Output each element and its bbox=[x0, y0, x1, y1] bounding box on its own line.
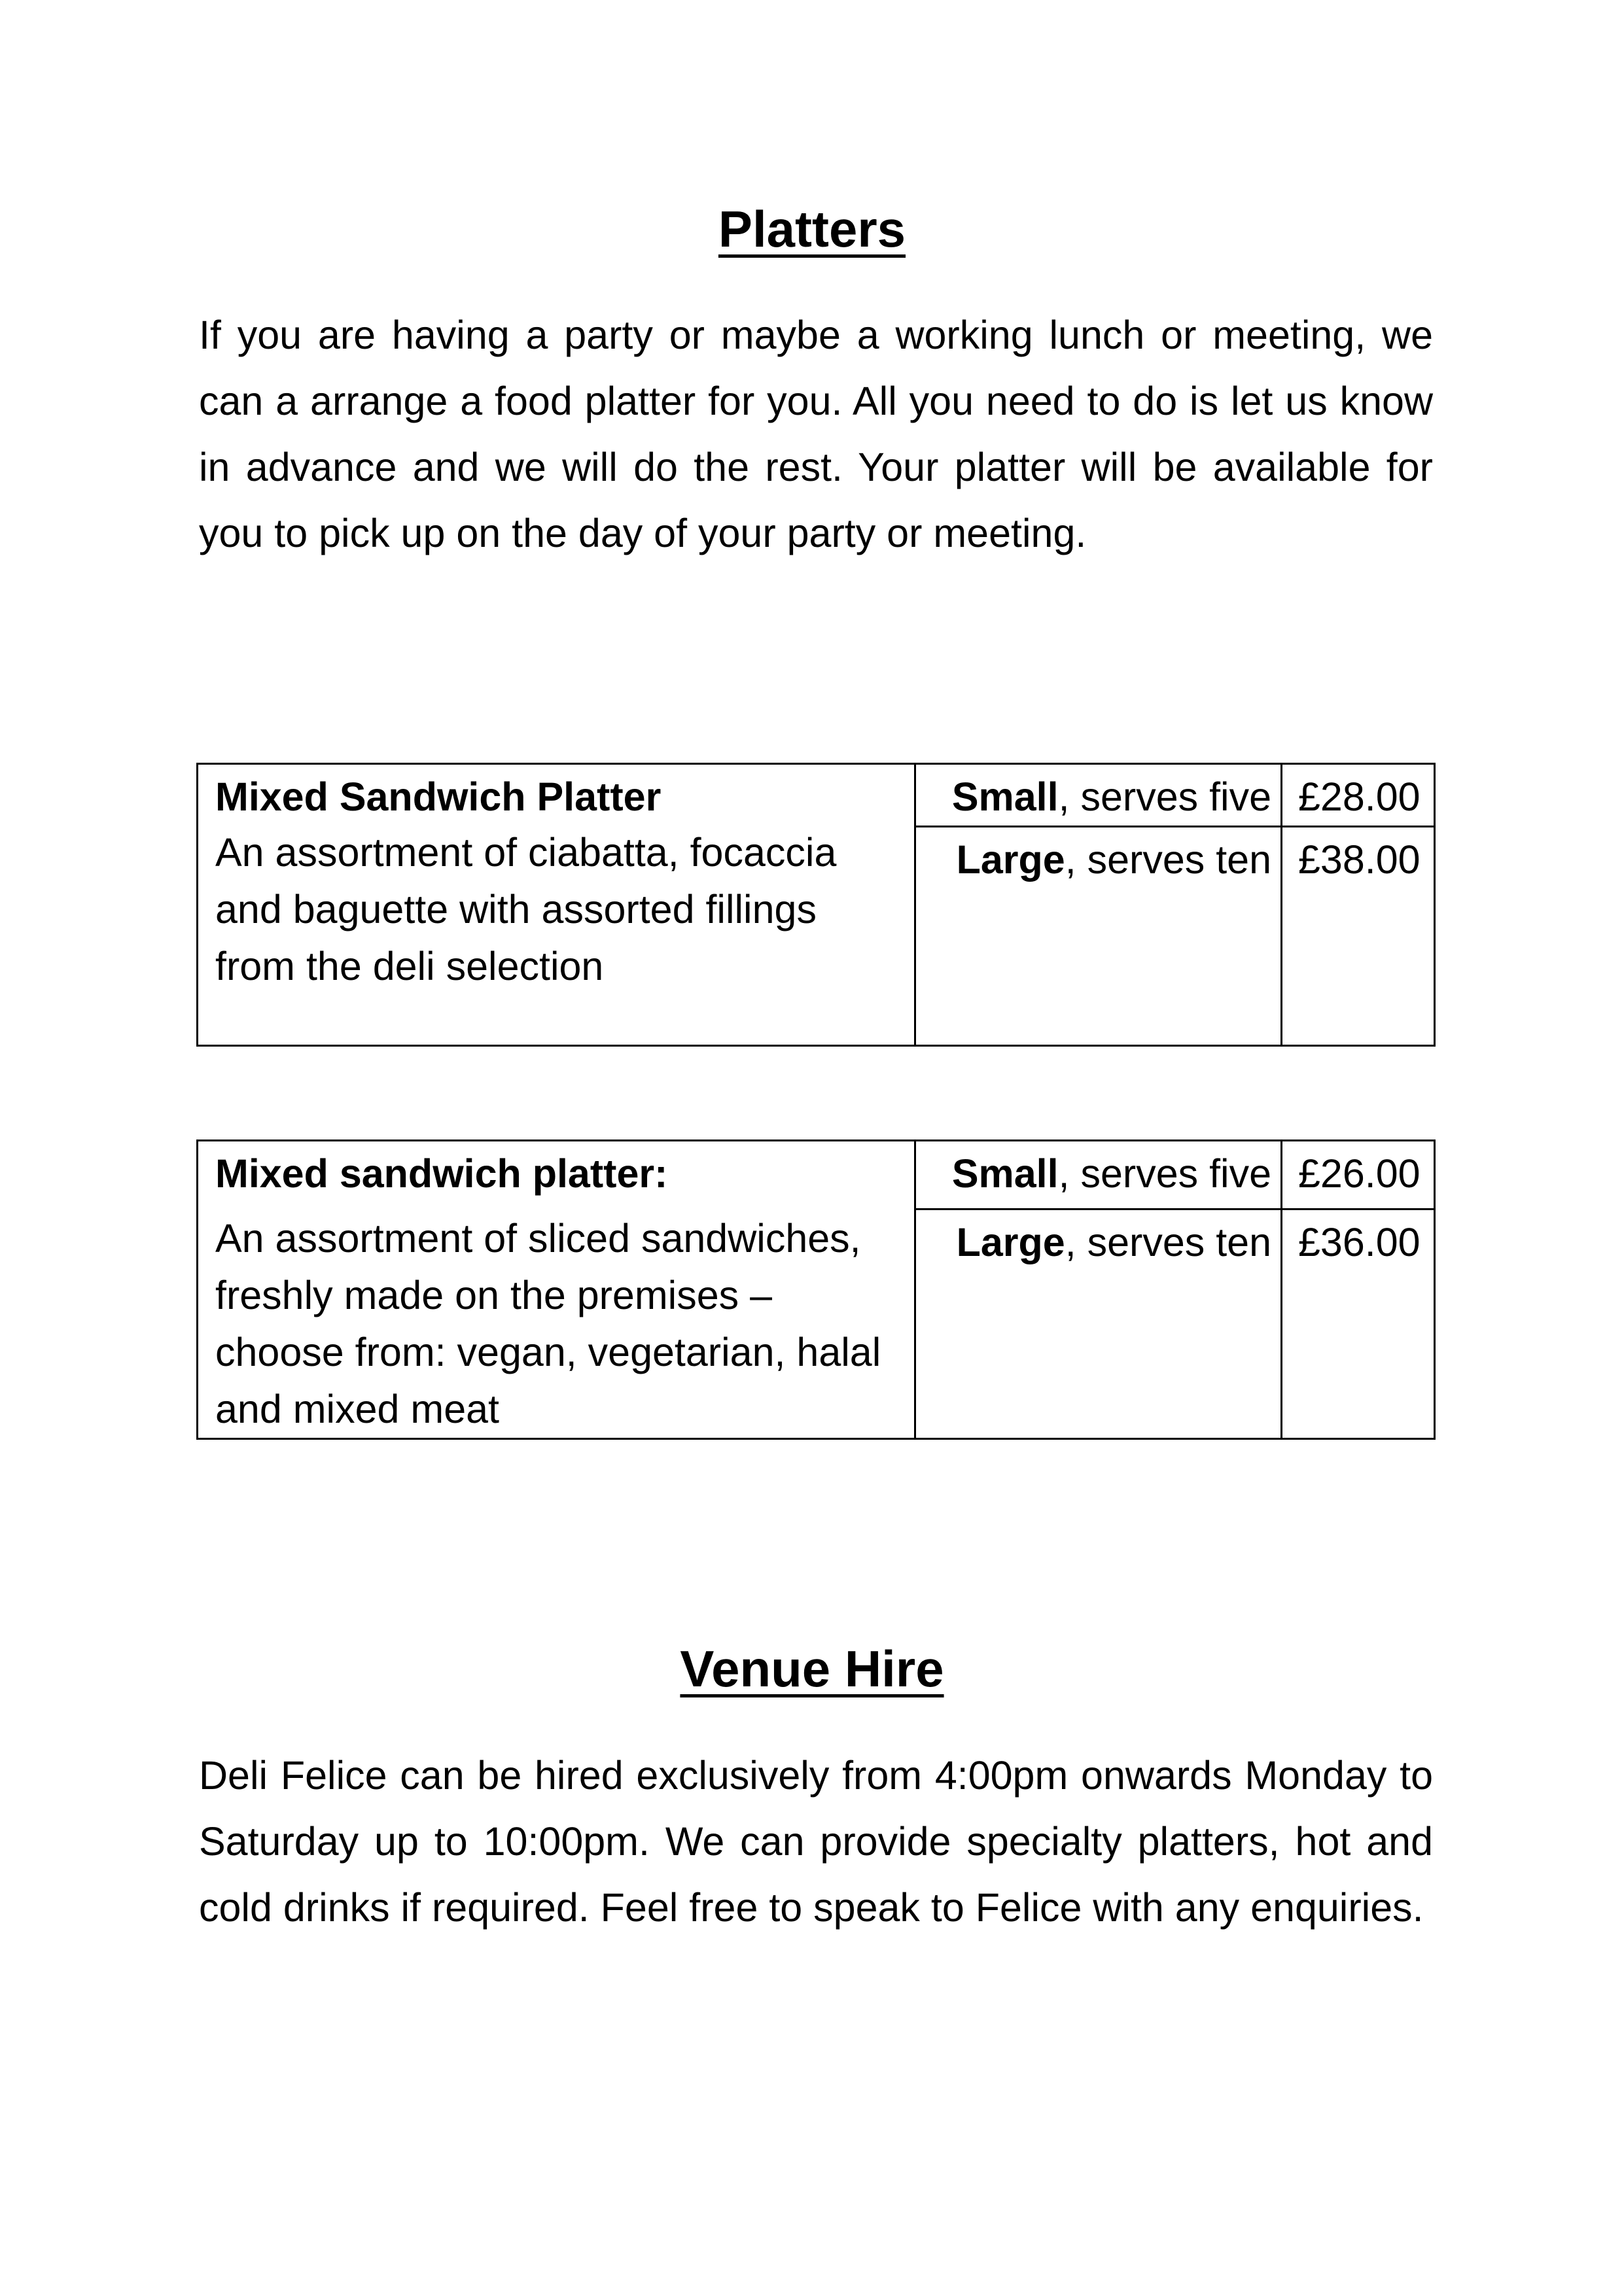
venue-hire-heading: Venue Hire bbox=[680, 1640, 944, 1697]
price-cell: £28.00 bbox=[1282, 764, 1435, 827]
platter-description-cell bbox=[198, 1141, 915, 1439]
platter-name: Mixed sandwich platter: bbox=[215, 1151, 668, 1196]
size-label: Small bbox=[951, 1151, 1059, 1196]
price-cell: £38.00 bbox=[1282, 827, 1435, 1046]
size-cell bbox=[915, 827, 1282, 1046]
platter-description: An assortment of sliced sandwiches, freshly made on the premises – choose from: vegan, vegetarian, halal and mixed meat bbox=[215, 1216, 881, 1431]
platter-table-2 bbox=[196, 1139, 1436, 1440]
size-label: Small bbox=[951, 774, 1059, 819]
platters-heading: Platters bbox=[718, 200, 906, 258]
platters-intro: If you are having a party or maybe a working lunch or meeting, we can a arrange a food platter for you. All you need to do is let us know in advance and we will do the rest. Your platter will be available for you to pick up on the day of your party or meeting. bbox=[199, 313, 1433, 555]
price-cell: £36.00 bbox=[1282, 1209, 1435, 1438]
platter-name: Mixed Sandwich Platter bbox=[215, 774, 662, 819]
table-row bbox=[198, 764, 1435, 827]
venue-hire-text: Deli Felice can be hired exclusively from 4:00pm onwards Monday to Saturday up to 10:00pm. We can provide specialty platters, hot and cold drinks if required. Feel free to speak to Felice with any enquiries. bbox=[199, 1753, 1433, 1930]
size-cell bbox=[915, 1209, 1282, 1438]
platter-table-1 bbox=[196, 763, 1436, 1047]
table-row bbox=[198, 1141, 1435, 1209]
size-cell bbox=[915, 1141, 1282, 1209]
price-cell: £26.00 bbox=[1282, 1141, 1435, 1209]
platter-description: An assortment of ciabatta, focaccia and baguette with assorted fillings from the deli selection bbox=[215, 830, 837, 988]
serves-label: , serves ten bbox=[1065, 1219, 1271, 1264]
serves-label: , serves five bbox=[1058, 774, 1271, 819]
serves-label: , serves ten bbox=[1065, 837, 1271, 882]
size-cell bbox=[915, 764, 1282, 827]
platter-description-cell bbox=[198, 764, 915, 1046]
size-label: Large bbox=[956, 1219, 1065, 1264]
serves-label: , serves five bbox=[1058, 1151, 1271, 1196]
size-label: Large bbox=[956, 837, 1065, 882]
